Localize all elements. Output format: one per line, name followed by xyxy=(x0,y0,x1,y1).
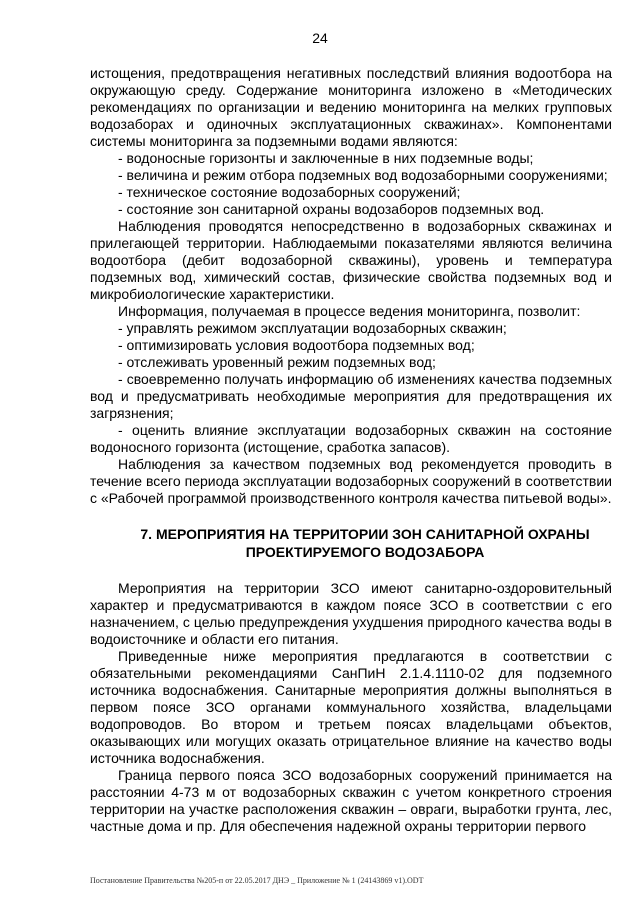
list-item: - состояние зон санитарной охраны водозаборов подземных вод. xyxy=(118,201,545,217)
list-item: - отслеживать уровенный режим подземных вод; xyxy=(118,354,436,370)
page-number: 24 xyxy=(312,30,328,46)
paragraph: Информация, получаемая в процессе ведения мониторинга, позволит: xyxy=(118,303,581,319)
paragraph: истощения, предотвращения негативных последствий влияния водоотбора на окружающую среду. Содержание мониторинга изложено в «Методических рекомендациях по организации и ведению мониторинга на мелких групповых водозаборах и одиночных эксплуатационных скважинах». Компонентами системы мониторинга за подземными водами являются: xyxy=(90,65,612,149)
paragraph: Наблюдения за качеством подземных вод рекомендуется проводить в течение всего периода эксплуатации водозаборных сооружений в соответствии с «Рабочей программой производственного контроля качества питьевой воды». xyxy=(90,456,612,506)
footer: Постановление Правительства №205-п от 22.05.2017 ДНЭ _ Приложение № 1 (24143869 v1).ODT xyxy=(90,876,424,885)
list-item: - величина и режим отбора подземных вод водозаборными сооружениями; xyxy=(118,167,608,183)
list-item: - оптимизировать условия водоотбора подземных вод; xyxy=(118,337,475,353)
body-text xyxy=(90,65,612,835)
section-heading-line: 7. МЕРОПРИЯТИЯ НА ТЕРРИТОРИИ ЗОН САНИТАРНОЙ ОХРАНЫ xyxy=(140,526,590,542)
paragraph: Граница первого пояса ЗСО водозаборных сооружений принимается на расстоянии 4-73 м от водозаборных скважин с учетом конкретного строения территории на участке расположения скважин – овраги, выработки грунта, лес, частные дома и пр. Для обеспечения надежной охраны территории первого xyxy=(90,767,612,834)
list-item: - управлять режимом эксплуатации водозаборных скважин; xyxy=(118,320,507,336)
paragraph: Наблюдения проводятся непосредственно в водозаборных скважинах и прилегающей территории. Наблюдаемыми показателями являются величина водоотбора (дебит водозаборной скважины), уровень и температура подземных вод, химический состав, физические свойства подземных вод и микробиологические характеристики. xyxy=(90,218,612,302)
list-item: - водоносные горизонты и заключенные в них подземные воды; xyxy=(118,150,534,166)
section-heading-line: ПРОЕКТИРУЕМОГО ВОДОЗАБОРА xyxy=(245,544,485,560)
list-item: - техническое состояние водозаборных сооружений; xyxy=(118,184,461,200)
paragraph: Мероприятия на территории ЗСО имеют санитарно-оздоровительный характер и предусматриваются в каждом поясе ЗСО в соответствии с его назначением, с целью предупреждения ухудшения природного качества воды в водоисточнике и области его питания. xyxy=(90,580,612,647)
list-item: - своевременно получать информацию об изменениях качества подземных вод и предусматривать необходимые мероприятия для предотвращения их загрязнения; xyxy=(90,371,612,421)
section-heading xyxy=(90,525,612,561)
list-item: - оценить влияние эксплуатации водозаборных скважин на состояние водоносного горизонта (истощение, сработка запасов). xyxy=(90,422,612,455)
paragraph: Приведенные ниже мероприятия предлагаются в соответствии с обязательными рекомендациями СанПиН 2.1.4.1110-02 для подземного источника водоснабжения. Санитарные мероприятия должны выполняться в первом поясе ЗСО органами коммунального хозяйства, владельцами водопроводов. Во втором и третьем поясах владельцами объектов, оказывающих или могущих оказать отрицательное влияние на качество воды источника водоснабжения. xyxy=(90,648,612,766)
